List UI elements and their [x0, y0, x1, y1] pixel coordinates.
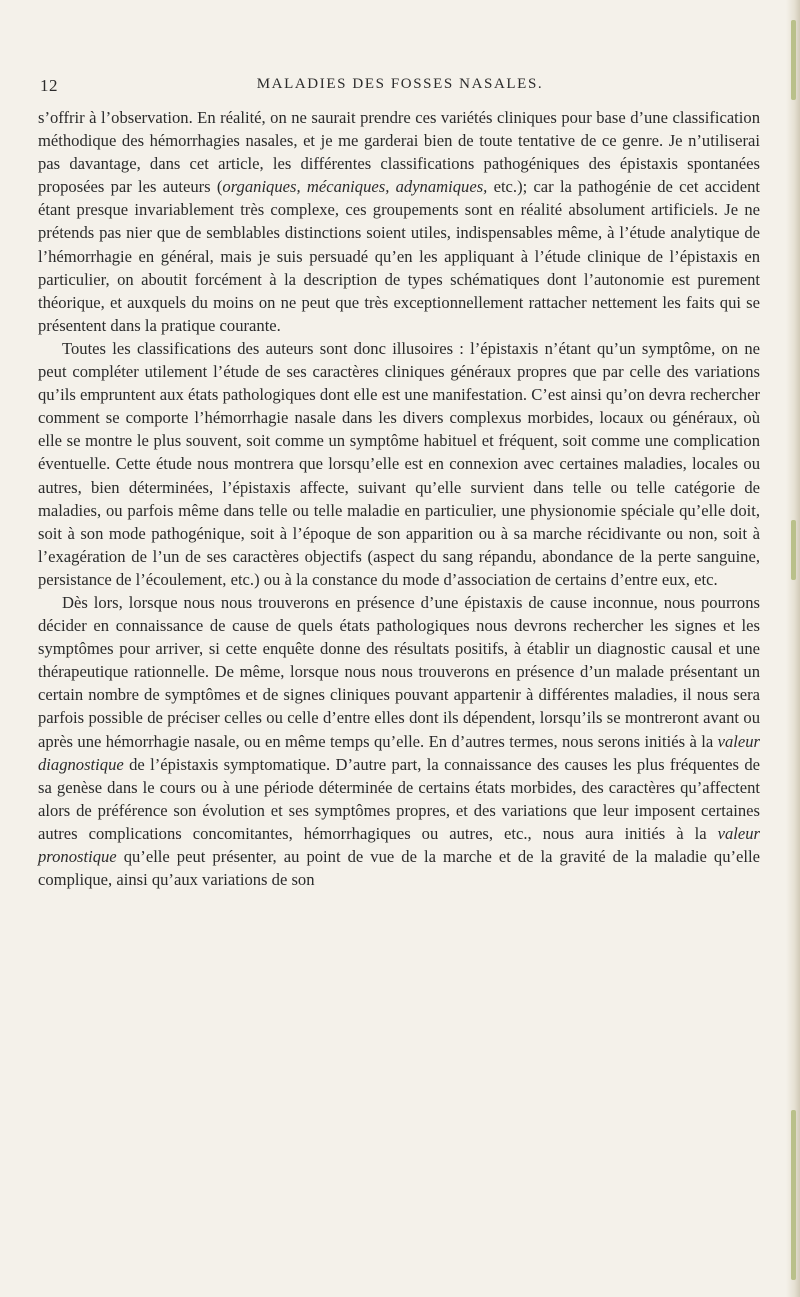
page-edge-shadow	[786, 0, 800, 1297]
paragraph	[38, 337, 760, 591]
paragraph	[38, 106, 760, 337]
page-header	[40, 76, 760, 100]
text-segment: Dès lors, lorsque nous nous trouverons en présence d’une épistaxis de cause inconnue, nous pourrons décider en connaissance de cause de quels états pathologiques nous devrons rechercher les signes et les symptômes pour arriver, si cette enquête donne des résultats positifs, à établir un diagnostic causal et une thérapeutique rationnelle. De même, lorsque nous nous trouverons en présence d’un malade présentant un certain nombre de symptômes et de signes cliniques pouvant appartenir à différentes maladies, il nous sera parfois possible de préciser celles ou celle d’entre elles dont ils dépendent, lorsqu’ils se montreront avant ou après une hémorrhagie nasale, ou en même temps qu’elle. En d’autres termes, nous serons initiés à la	[38, 592, 760, 751]
text-segment: Toutes les classifications des auteurs sont donc illusoires : l’épistaxis n’étant qu’un symptôme, on ne peut compléter utilement l’étude de ses caractères cliniques généraux propres que par celle des variations qu’ils empruntent aux états pathologiques dont elle est une manifestation. C’est ainsi qu’on devra rechercher comment se comporte l’hémorrhagie nasale dans les divers complexus morbides, locaux ou généraux, où elle se montre le plus souvent, soit comme un symptôme habituel et fréquent, soit comme une complication éventuelle. Cette étude nous montrera que lorsqu’elle est en connexion avec certaines maladies, locales ou autres, bien déterminées, l’épistaxis affecte, suivant qu’elle survient dans telle ou telle catégorie de maladies, ou parfois même dans telle ou telle maladie en particulier, une physionomie spéciale qu’elle doit, soit à son mode pathogénique, soit à l’époque de son apparition ou à sa marche récidivante ou non, soit à l’exagération de l’un de ses caractères objectifs (aspect du sang répandu, abondance de la perte sanguine, persistance de l’écoulement, etc.) ou à la constance du mode d’association de certains d’entre eux, etc.	[38, 338, 760, 589]
text-segment: etc.); car la pathogénie de cet accident étant presque invariablement très complexe, ces groupements sont en réalité absolument artificiels. Je ne prétends pas nier que de semblables distinctions soient utiles, indispensables même, à l’étude analytique de l’hémorrhagie en général, mais je suis persuadé qu’en les appliquant à l’étude clinique de l’épistaxis en particulier, on aboutit forcément à la description de types schématiques dont l’autonomie est purement théorique, et auxquels du moins on ne peut que très exceptionnellement rattacher nettement les faits qui se présentent dans la pratique courante.	[38, 177, 760, 335]
page-number: 12	[40, 76, 58, 95]
page-edge-mark	[791, 520, 796, 580]
italic-text: valeur diagnostique	[38, 731, 760, 774]
italic-text: valeur pronostique	[38, 823, 760, 866]
paragraph	[38, 591, 760, 891]
page-edge-mark	[791, 20, 796, 100]
italic-text: organiques, mécaniques, adynamiques,	[222, 177, 488, 197]
running-title: MALADIES DES FOSSES NASALES.	[256, 76, 544, 92]
text-segment: qu’elle peut présenter, au point de vue de la marche et de la gravité de la maladie qu’elle complique, ainsi qu’aux variations de son	[38, 847, 760, 890]
text-segment: de l’épistaxis symptomatique. D’autre part, la connaissance des causes les plus fréquentes de sa genèse dans le cours ou à une période déterminée de certains états morbides, des caractères qu’affectent alors de préférence son évolution et ses symptômes propres, et des variations que leur imposent certaines autres complications concomitantes, hémorrhagiques ou autres, etc., nous aura initiés à la	[38, 754, 760, 843]
body-text	[38, 106, 760, 891]
page-edge-mark	[791, 1110, 796, 1280]
text-segment: s’offrir à l’observation. En réalité, on ne saurait prendre ces variétés cliniques pour base d’une classification méthodique des hémorrhagies nasales, et je me garderai bien de toute tentative de ce genre. Je n’utiliserai pas davantage, dans cet article, les différentes classifications pathogéniques des épistaxis spontanées proposées par les auteurs (	[38, 108, 760, 197]
